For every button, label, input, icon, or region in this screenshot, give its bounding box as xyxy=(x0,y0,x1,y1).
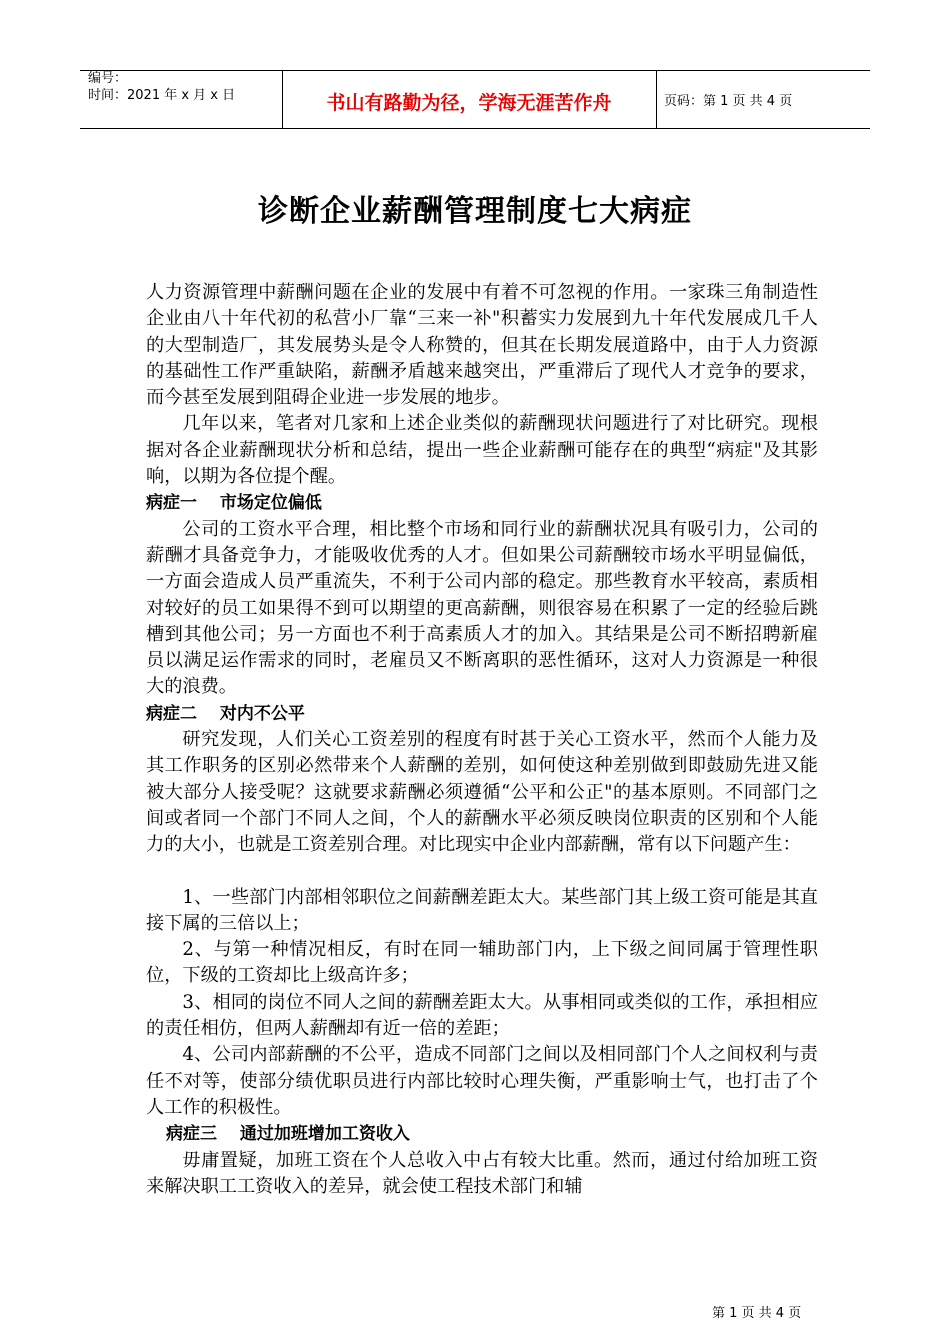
header-time-label: 时间：2021 年 x 月 x 日 xyxy=(88,88,236,103)
footer-page-info: 第 1 页 共 4 页 xyxy=(712,1306,802,1321)
paragraph-section-2: 研究发现，人们关心工资差别的程度有时甚于关心工资水平，然而个人能力及其工作职务的区别必然带来个人薪酬的差别，如何使这种差别做到即鼓励先进又能被大部分人接受呢？这就要求薪酬必须遵循“公平和公正"的基本原则。不同部门之间或者同一个部门不同人之间，个人的薪酬水平必须反映岗位职责的区别和个人能力的大小，也就是工资差别合理。对比现实中企业内部薪酬，常有以下问题产生： xyxy=(146,729,818,856)
header-bottom-rule xyxy=(80,128,870,129)
section-heading-1: 病症一 市场定位偏低 xyxy=(146,493,322,514)
section-heading-3: 病症三 通过加班增加工资收入 xyxy=(166,1124,410,1145)
list-item-4: 4、公司内部薪酬的不公平，造成不同部门之间以及相同部门个人之间权利与责任不对等，使部分绩优职员进行内部比较时心理失衡，严重影响士气，也打击了个人工作的积极性。 xyxy=(146,1044,818,1118)
paragraph-research: 几年以来，笔者对几家和上述企业类似的薪酬现状问题进行了对比研究。现根据对各企业薪酬现状分析和总结，提出一些企业薪酬可能存在的典型“病症"及其影响，以期为各位提个醒。 xyxy=(146,413,818,488)
paragraph-section-3: 毋庸置疑，加班工资在个人总收入中占有较大比重。然而，通过付给加班工资来解决职工工资收入的差异，就会使工程技术部门和辅 xyxy=(146,1149,818,1197)
header-divider-right xyxy=(656,70,657,128)
document-title: 诊断企业薪酬管理制度七大病症 xyxy=(258,194,692,229)
header-motto: 书山有路勤为径，学海无涯苦作舟 xyxy=(326,92,612,114)
header-meta xyxy=(88,70,278,104)
header-divider-left xyxy=(282,70,283,128)
document-body xyxy=(146,280,818,1200)
list-item-3: 3、相同的岗位不同人之间的薪酬差距太大。从事相同或类似的工作，承担相应的责任相仿，但两人薪酬却有近一倍的差距； xyxy=(146,991,818,1040)
header-page-info: 页码：第 1 页 共 4 页 xyxy=(664,94,793,109)
paragraph-intro: 人力资源管理中薪酬问题在企业的发展中有着不可忽视的作用。一家珠三角制造性企业由八十年代初的私营小厂靠“三来一补"积蓄实力发展到九十年代发展成几千人的大型制造厂，其发展势头是令人称赞的，但其在长期发展道路中，由于人力资源的基础性工作严重缺陷，薪酬矛盾越来越突出，严重滞后了现代人才竞争的要求，而今甚至发展到阻碍企业进一步发展的地步。 xyxy=(146,282,818,409)
list-item-1: 1、一些部门内部相邻职位之间薪酬差距太大。某些部门其上级工资可能是其直接下属的三倍以上； xyxy=(146,886,818,934)
section-heading-2: 病症二 对内不公平 xyxy=(146,703,305,724)
paragraph-section-1: 公司的工资水平合理，相比整个市场和同行业的薪酬状况具有吸引力，公司的薪酬才具备竞争力，才能吸收优秀的人才。但如果公司薪酬较市场水平明显偏低，一方面会造成人员严重流失，不利于公司内部的稳定。那些教育水平较高，素质相对较好的员工如果得不到可以期望的更高薪酬，则很容易在积累了一定的经验后跳槽到其他公司；另一方面也不利于高素质人才的加入。其结果是公司不断招聘新雇员以满足运作需求的同时，老雇员又不断离职的恶性循环，这对人力资源是一种很大的浪费。 xyxy=(146,518,818,698)
header-number-label: 编号： xyxy=(88,71,128,86)
paragraph-spacer xyxy=(146,859,818,885)
list-item-2: 2、与第一种情况相反，有时在同一辅助部门内，上下级之间同属于管理性职位，下级的工资却比上级高许多； xyxy=(146,939,818,987)
